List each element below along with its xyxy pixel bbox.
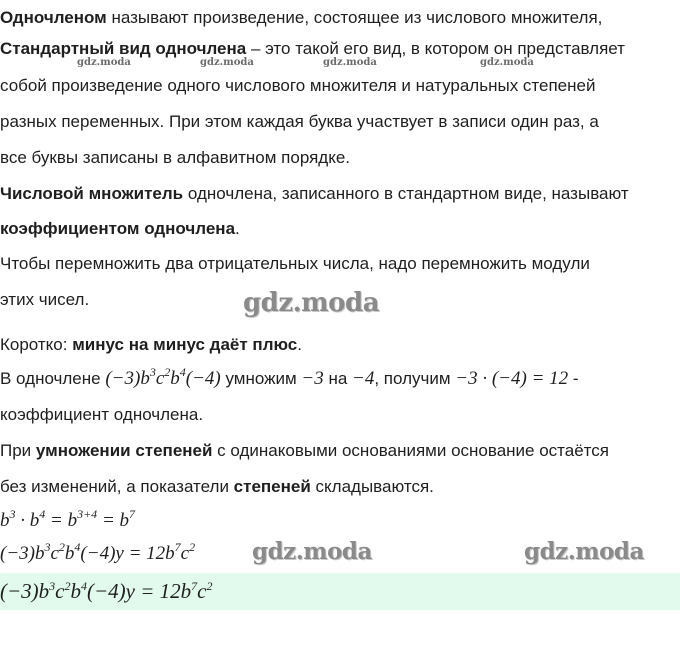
- watermark: gdz.moda: [480, 57, 534, 68]
- watermark: gdz.moda: [200, 57, 254, 68]
- definition-coefficient: Числовой множитель одночлена, записанного в стандартном виде, называют: [0, 184, 629, 203]
- rule-powers-cont: без изменений, а показатели степеней складываются.: [0, 477, 434, 496]
- watermark: gdz.moda: [323, 57, 377, 68]
- monomial-equation: $(-3)b^3c^2b^4(-4)y = 12b^7c^2$: [0, 540, 196, 564]
- definition-monomial: Одночленом называют произведение, состоящее из числового множителя,: [0, 8, 603, 27]
- watermark: gdz.moda: [252, 538, 372, 565]
- text-line: все буквы записаны в алфавитном порядке.: [0, 148, 351, 167]
- text-line: Чтобы перемножить два отрицательных числа, надо перемножить модули: [0, 254, 590, 273]
- watermark: gdz.moda: [77, 57, 131, 68]
- watermark: gdz.moda: [524, 538, 644, 565]
- coefficient-term: коэффициентом одночлена.: [0, 219, 240, 238]
- text-line: коэффициент одночлена.: [0, 405, 204, 424]
- text-line: разных переменных. При этом каждая буква участвует в записи один раз, а: [0, 112, 599, 131]
- rule-short: Коротко: минус на минус даёт плюс.: [0, 335, 302, 354]
- watermark: gdz.moda: [243, 288, 380, 318]
- definition-standard-form: Стандартный вид одночлена – это такой его вид, в котором он представляет: [0, 39, 625, 58]
- text-line: этих чисел.: [0, 290, 90, 309]
- monomial-expression: $(-3)b^3c^2b^4(-4)$: [105, 365, 221, 389]
- power-formula: $b^3 \cdot b^4 = b^{3+4} = b^7$: [0, 507, 136, 531]
- text-line: собой произведение одного числового множителя и натуральных степеней: [0, 76, 596, 95]
- rule-powers: При умножении степеней с одинаковыми основаниями основание остаётся: [0, 441, 609, 460]
- answer-equation: $(-3)b^3c^2b^4(-4)y = 12b^7c^2$: [0, 579, 213, 603]
- example-line: В одночлене $(-3)b^3c^2b^4(-4)$ умножим −3 на −4, получим −3 · (−4) = 12 -: [0, 365, 579, 389]
